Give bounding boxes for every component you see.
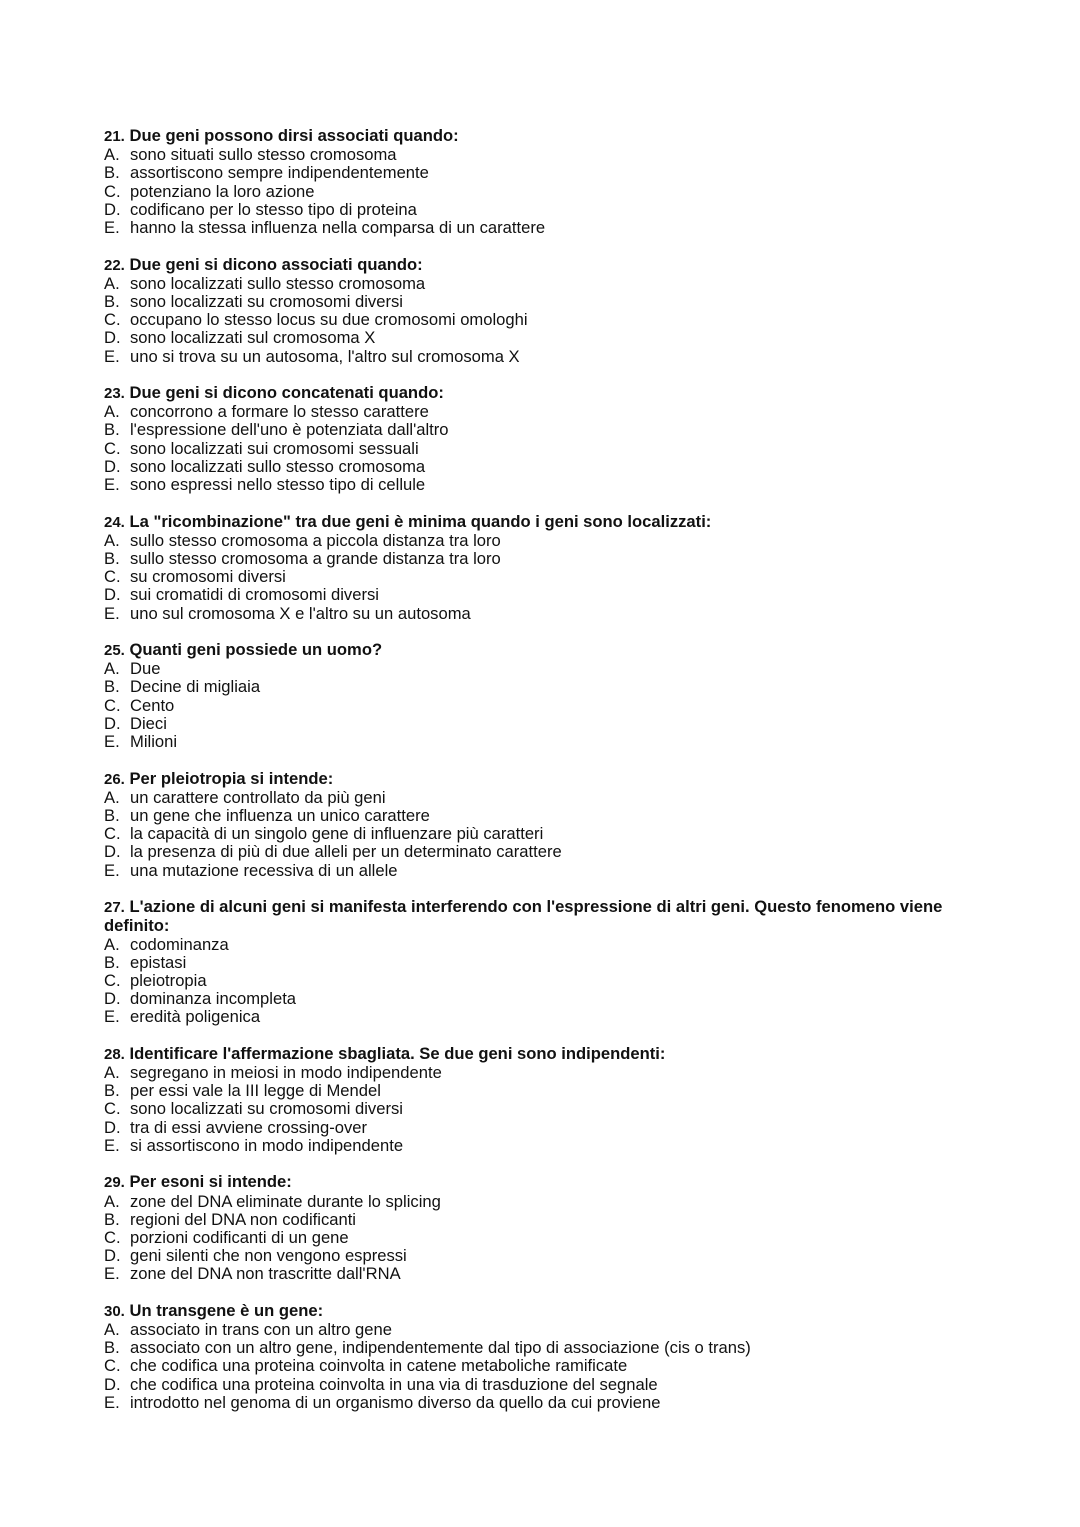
- question-21: [104, 127, 1004, 237]
- option: [104, 532, 1004, 550]
- option: [104, 789, 1004, 807]
- option: [104, 1082, 1004, 1100]
- option: [104, 293, 1004, 311]
- option: [104, 219, 1004, 237]
- option-letter: C.: [104, 310, 121, 330]
- question-title: [104, 384, 1004, 403]
- option-text: porzioni codificanti di un gene: [130, 1227, 349, 1247]
- option-text: occupano lo stesso locus su due cromosomi omologhi: [130, 310, 528, 330]
- option-text: assortiscono sempre indipendentemente: [130, 163, 429, 183]
- option: [104, 146, 1004, 164]
- option-letter: B.: [104, 677, 120, 697]
- option: [104, 586, 1004, 604]
- option: [104, 1008, 1004, 1026]
- option-text: epistasi: [130, 952, 187, 972]
- option: [104, 1247, 1004, 1265]
- question-number: 27.: [104, 899, 125, 917]
- question-27: [104, 898, 1004, 1026]
- question-22: [104, 256, 1004, 366]
- question-title: [104, 1045, 1004, 1064]
- option-text: hanno la stessa influenza nella comparsa di un carattere: [130, 218, 546, 238]
- option: [104, 476, 1004, 494]
- option-letter: D.: [104, 585, 121, 605]
- option: [104, 329, 1004, 347]
- option-text: un gene che influenza un unico carattere: [130, 805, 430, 825]
- option-letter: E.: [104, 1135, 120, 1155]
- quiz-page: [104, 127, 1004, 1430]
- option-text: che codifica una proteina coinvolta in una via di trasduzione del segnale: [130, 1374, 658, 1394]
- option-text: uno si trova su un autosoma, l'altro sul cromosoma X: [130, 346, 520, 366]
- option: [104, 605, 1004, 623]
- question-text: L'azione di alcuni geni si manifesta interferendo con l'espressione di altri geni. Questo fenomeno viene definito:: [104, 897, 943, 936]
- option-text: Cento: [130, 695, 175, 715]
- question-text: Un transgene è un gene:: [129, 1300, 324, 1320]
- option-letter: A.: [104, 273, 120, 293]
- question-text: Due geni si dicono concatenati quando:: [129, 383, 444, 403]
- option-text: la presenza di più di due alleli per un determinato carattere: [130, 842, 562, 862]
- option: [104, 311, 1004, 329]
- option: [104, 733, 1004, 751]
- question-title: [104, 641, 1004, 660]
- option-letter: A.: [104, 145, 120, 165]
- option: [104, 275, 1004, 293]
- option-letter: C.: [104, 1099, 121, 1119]
- option: [104, 843, 1004, 861]
- option-letter: E.: [104, 218, 120, 238]
- option-text: zone del DNA non trascritte dall'RNA: [130, 1264, 401, 1284]
- option-text: sono localizzati sul cromosoma X: [130, 328, 376, 348]
- option-text: su cromosomi diversi: [130, 567, 286, 587]
- option-text: dominanza incompleta: [130, 989, 297, 1009]
- option-letter: B.: [104, 291, 120, 311]
- option-text: sono localizzati sui cromosomi sessuali: [130, 438, 419, 458]
- option-text: l'espressione dell'uno è potenziata dall'altro: [130, 420, 449, 440]
- option-text: codificano per lo stesso tipo di proteina: [130, 199, 417, 219]
- question-title: [104, 256, 1004, 275]
- option: [104, 550, 1004, 568]
- option-letter: E.: [104, 603, 120, 623]
- option-letter: D.: [104, 328, 121, 348]
- question-text: Due geni si dicono associati quando:: [129, 254, 423, 274]
- question-text: Quanti geni possiede un uomo?: [129, 640, 383, 660]
- option-text: potenziano la loro azione: [130, 181, 315, 201]
- question-title: [104, 127, 1004, 146]
- option-text: tra di essi avviene crossing-over: [130, 1117, 368, 1137]
- question-number: 22.: [104, 256, 125, 274]
- option: [104, 440, 1004, 458]
- option-letter: B.: [104, 163, 120, 183]
- option-text: codominanza: [130, 934, 229, 954]
- option: [104, 1229, 1004, 1247]
- option-letter: A.: [104, 1191, 120, 1211]
- option-letter: E.: [104, 732, 120, 752]
- option-text: Decine di migliaia: [130, 677, 261, 697]
- option: [104, 1357, 1004, 1375]
- option: [104, 825, 1004, 843]
- option-letter: E.: [104, 346, 120, 366]
- question-24: [104, 513, 1004, 623]
- option-text: sono localizzati su cromosomi diversi: [130, 291, 403, 311]
- question-number: 28.: [104, 1045, 125, 1063]
- question-number: 25.: [104, 642, 125, 660]
- option-letter: D.: [104, 1246, 121, 1266]
- option-letter: B.: [104, 952, 120, 972]
- option-text: sullo stesso cromosoma a piccola distanza tra loro: [130, 530, 501, 550]
- question-30: [104, 1302, 1004, 1412]
- option-text: una mutazione recessiva di un allele: [130, 860, 398, 880]
- option: [104, 1265, 1004, 1283]
- option-text: pleiotropia: [130, 970, 207, 990]
- option-text: che codifica una proteina coinvolta in catene metaboliche ramificate: [130, 1356, 628, 1376]
- option: [104, 1193, 1004, 1211]
- option-text: introdotto nel genoma di un organismo diverso da quello da cui proviene: [130, 1392, 661, 1412]
- question-number: 30.: [104, 1302, 125, 1320]
- question-text: Per pleiotropia si intende:: [129, 768, 334, 788]
- option-letter: A.: [104, 1320, 120, 1340]
- option-text: sullo stesso cromosoma a grande distanza tra loro: [130, 548, 501, 568]
- question-text: La "ricombinazione" tra due geni è minima quando i geni sono localizzati:: [129, 511, 712, 531]
- option-letter: C.: [104, 438, 121, 458]
- option: [104, 1064, 1004, 1082]
- option-letter: E.: [104, 860, 120, 880]
- option-letter: B.: [104, 548, 120, 568]
- question-text: Identificare l'affermazione sbagliata. Se due geni sono indipendenti:: [129, 1043, 666, 1063]
- option-text: concorrono a formare lo stesso carattere: [130, 402, 429, 422]
- option: [104, 1137, 1004, 1155]
- option-text: geni silenti che non vengono espressi: [130, 1246, 407, 1266]
- option-letter: E.: [104, 1007, 120, 1027]
- question-text: Per esoni si intende:: [129, 1172, 292, 1192]
- option: [104, 972, 1004, 990]
- option: [104, 1339, 1004, 1357]
- option: [104, 990, 1004, 1008]
- option: [104, 678, 1004, 696]
- question-26: [104, 770, 1004, 880]
- option: [104, 568, 1004, 586]
- option: [104, 421, 1004, 439]
- option-text: segregano in meiosi in modo indipendente: [130, 1063, 442, 1083]
- question-25: [104, 641, 1004, 751]
- question-number: 21.: [104, 128, 125, 145]
- question-title: [104, 770, 1004, 789]
- question-28: [104, 1045, 1004, 1155]
- option-letter: D.: [104, 842, 121, 862]
- option-letter: D.: [104, 713, 121, 733]
- option-letter: A.: [104, 530, 120, 550]
- question-text: Due geni possono dirsi associati quando:: [129, 126, 459, 145]
- option-text: un carattere controllato da più geni: [130, 787, 386, 807]
- option-letter: A.: [104, 787, 120, 807]
- option-text: per essi vale la III legge di Mendel: [130, 1081, 381, 1101]
- option-letter: E.: [104, 1392, 120, 1412]
- option-letter: C.: [104, 1356, 121, 1376]
- option-letter: C.: [104, 970, 121, 990]
- option: [104, 697, 1004, 715]
- option-text: regioni del DNA non codificanti: [130, 1209, 356, 1229]
- option-letter: B.: [104, 1081, 120, 1101]
- option-text: sono localizzati su cromosomi diversi: [130, 1099, 403, 1119]
- option-letter: C.: [104, 695, 121, 715]
- option: [104, 348, 1004, 366]
- option-text: Due: [130, 659, 161, 679]
- option: [104, 1376, 1004, 1394]
- option: [104, 164, 1004, 182]
- option: [104, 403, 1004, 421]
- question-title: [104, 1302, 1004, 1321]
- question-number: 23.: [104, 385, 125, 403]
- question-title: [104, 898, 1004, 935]
- option-letter: A.: [104, 659, 120, 679]
- option: [104, 1321, 1004, 1339]
- option-text: eredità poligenica: [130, 1007, 261, 1027]
- option-text: associato con un altro gene, indipendentemente dal tipo di associazione (cis o trans): [130, 1338, 751, 1358]
- option: [104, 1119, 1004, 1137]
- option-letter: E.: [104, 475, 120, 495]
- option: [104, 862, 1004, 880]
- option-letter: B.: [104, 805, 120, 825]
- option-text: sono localizzati sullo stesso cromosoma: [130, 456, 426, 476]
- option-letter: C.: [104, 824, 121, 844]
- question-number: 24.: [104, 513, 125, 531]
- option: [104, 201, 1004, 219]
- option: [104, 660, 1004, 678]
- option-letter: D.: [104, 199, 121, 219]
- option-letter: C.: [104, 181, 121, 201]
- option-letter: D.: [104, 1117, 121, 1137]
- option: [104, 936, 1004, 954]
- option: [104, 1100, 1004, 1118]
- option-letter: A.: [104, 402, 120, 422]
- option: [104, 1211, 1004, 1229]
- option-text: sui cromatidi di cromosomi diversi: [130, 585, 379, 605]
- question-title: [104, 513, 1004, 532]
- option-text: Milioni: [130, 732, 178, 752]
- option-letter: C.: [104, 567, 121, 587]
- option-text: uno sul cromosoma X e l'altro su un autosoma: [130, 603, 471, 623]
- option-text: sono espressi nello stesso tipo di cellule: [130, 475, 426, 495]
- option: [104, 1394, 1004, 1412]
- option: [104, 715, 1004, 733]
- option-text: sono situati sullo stesso cromosoma: [130, 145, 397, 165]
- option-letter: A.: [104, 934, 120, 954]
- option-text: la capacità di un singolo gene di influenzare più caratteri: [130, 824, 544, 844]
- question-number: 29.: [104, 1174, 125, 1192]
- option-letter: D.: [104, 989, 121, 1009]
- option: [104, 954, 1004, 972]
- option-text: Dieci: [130, 713, 167, 733]
- option-letter: A.: [104, 1063, 120, 1083]
- option-letter: D.: [104, 1374, 121, 1394]
- question-23: [104, 384, 1004, 494]
- option-letter: B.: [104, 1338, 120, 1358]
- option-letter: C.: [104, 1227, 121, 1247]
- option-text: si assortiscono in modo indipendente: [130, 1135, 404, 1155]
- question-title: [104, 1173, 1004, 1192]
- option-letter: E.: [104, 1264, 120, 1284]
- option-text: sono localizzati sullo stesso cromosoma: [130, 273, 426, 293]
- option-letter: B.: [104, 1209, 120, 1229]
- question-number: 26.: [104, 770, 125, 788]
- question-29: [104, 1173, 1004, 1283]
- option-letter: B.: [104, 420, 120, 440]
- option-text: associato in trans con un altro gene: [130, 1320, 392, 1340]
- option-letter: D.: [104, 456, 121, 476]
- option: [104, 183, 1004, 201]
- option-text: zone del DNA eliminate durante lo splicing: [130, 1191, 441, 1211]
- option: [104, 458, 1004, 476]
- option: [104, 807, 1004, 825]
